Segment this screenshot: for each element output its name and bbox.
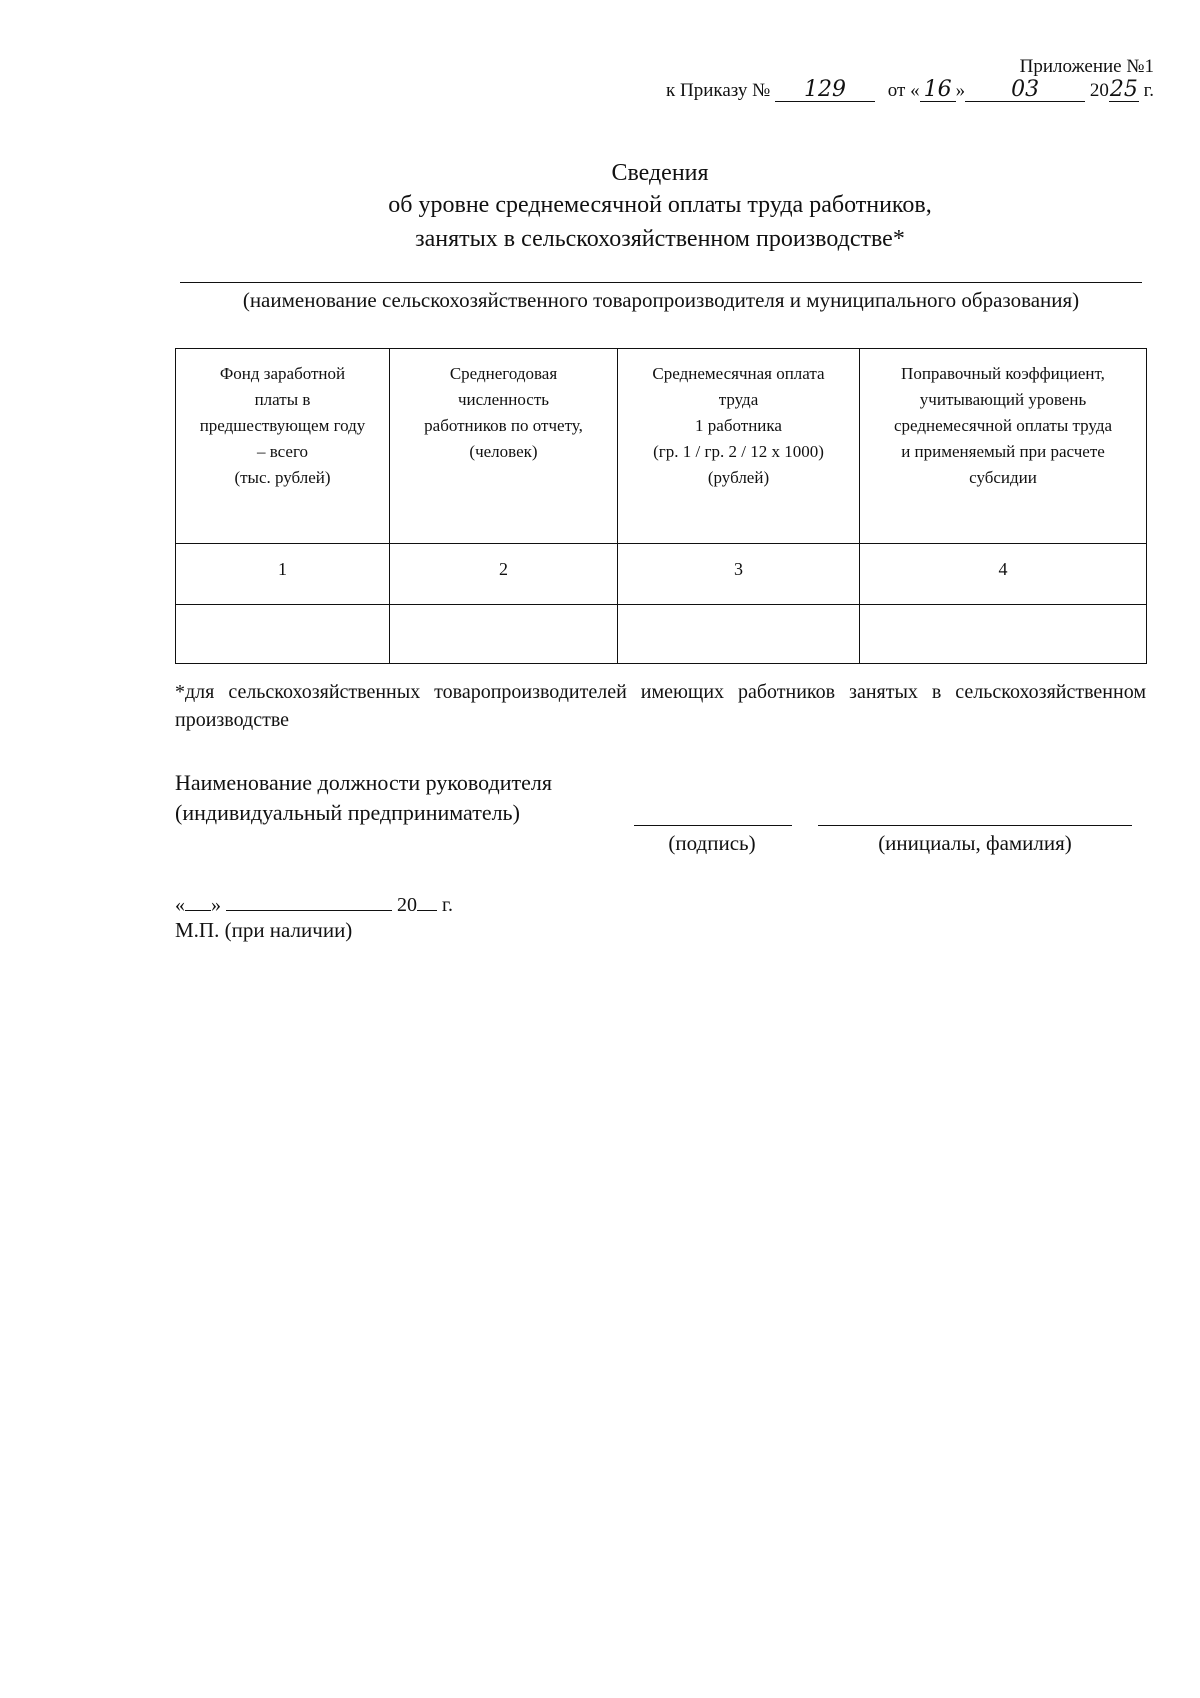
order-prefix: к Приказу № xyxy=(666,80,771,101)
day-blank[interactable] xyxy=(185,892,211,911)
position-label-line2: (индивидуальный предприниматель) xyxy=(175,800,520,825)
column-number-2: 2 xyxy=(390,544,618,605)
header-cell-1 xyxy=(176,349,390,544)
order-number: 129 xyxy=(804,77,847,102)
stamp-note: М.П. (при наличии) xyxy=(175,918,353,942)
order-number-field xyxy=(775,77,875,102)
header-text: численность xyxy=(457,390,550,409)
date-separator: » xyxy=(955,80,966,101)
data-cell-3[interactable] xyxy=(618,605,860,664)
table-number-row xyxy=(176,544,1147,605)
table-header-row xyxy=(176,349,1147,544)
data-cell-2[interactable] xyxy=(390,605,618,664)
header-text: Среднегодовая xyxy=(449,364,558,383)
document-subtitle-line1: об уровне среднемесячной оплаты труда работников, xyxy=(388,192,932,218)
header-text: – всего xyxy=(256,442,309,461)
document-subtitle-line2: занятых в сельскохозяйственном производстве* xyxy=(415,226,905,252)
date-open-quote: « xyxy=(175,894,185,916)
header-text: Фонд заработной xyxy=(219,364,346,383)
header-text: учитывающий уровень xyxy=(919,390,1087,409)
name-field-line[interactable] xyxy=(818,825,1132,826)
year-prefix: 20 xyxy=(1089,80,1109,101)
header-text: платы в xyxy=(254,390,311,409)
date-prefix: от « xyxy=(887,80,920,101)
position-label-line1: Наименование должности руководителя xyxy=(175,770,552,795)
month-field xyxy=(965,77,1085,102)
header-cell-3 xyxy=(618,349,860,544)
year-end: г. xyxy=(1143,80,1154,101)
column-number-3: 3 xyxy=(618,544,860,605)
header-cell-4 xyxy=(860,349,1147,544)
column-number-4: 4 xyxy=(860,544,1147,605)
year-blank[interactable] xyxy=(417,892,437,911)
header-text: и применяемый при расчете xyxy=(901,442,1105,461)
order-day: 16 xyxy=(923,77,952,102)
header-text: (рублей) xyxy=(707,468,770,487)
header-text: 1 работника xyxy=(695,416,782,435)
org-name-underline xyxy=(180,282,1142,283)
header-text: субсидии xyxy=(969,468,1037,487)
appendix-label: Приложение №1 xyxy=(1019,56,1154,77)
date-year-prefix: 20 xyxy=(397,894,417,916)
month-blank[interactable] xyxy=(226,892,392,911)
date-line xyxy=(175,892,453,917)
year-field xyxy=(1109,77,1139,102)
header-text: работников по отчету, xyxy=(424,416,583,435)
signature-caption: (подпись) xyxy=(668,831,756,855)
date-year-end: г. xyxy=(442,894,453,916)
order-year: 25 xyxy=(1109,77,1138,102)
footnote: *для сельскохозяйственных товаропроизводителей имеющих работников занятых в сельскохозяйственном производстве xyxy=(175,681,1146,731)
data-cell-1[interactable] xyxy=(176,605,390,664)
org-name-caption: (наименование сельскохозяйственного товаропроизводителя и муниципального образования) xyxy=(242,288,1080,312)
header-cell-2 xyxy=(390,349,618,544)
header-text: (тыс. рублей) xyxy=(234,468,331,487)
salary-table xyxy=(175,348,1147,664)
header-text: (гр. 1 / гр. 2 / 12 х 1000) xyxy=(653,442,824,461)
column-number-1: 1 xyxy=(176,544,390,605)
signature-field-line[interactable] xyxy=(634,825,792,826)
document-title: Сведения xyxy=(611,160,709,186)
name-caption: (инициалы, фамилия) xyxy=(878,831,1072,855)
data-cell-4[interactable] xyxy=(860,605,1147,664)
header-text: предшествующем году xyxy=(199,416,366,435)
day-field xyxy=(920,77,956,102)
header-text: Поправочный коэффициент, xyxy=(901,364,1105,383)
date-close-quote: » xyxy=(211,894,221,916)
header-text: (человек) xyxy=(469,442,538,461)
order-reference xyxy=(666,77,1154,102)
order-month: 03 xyxy=(1011,77,1040,102)
header-text: труда xyxy=(718,390,759,409)
header-text: Среднемесячная оплата xyxy=(652,364,825,383)
table-data-row xyxy=(176,605,1147,664)
header-text: среднемесячной оплаты труда xyxy=(893,416,1113,435)
